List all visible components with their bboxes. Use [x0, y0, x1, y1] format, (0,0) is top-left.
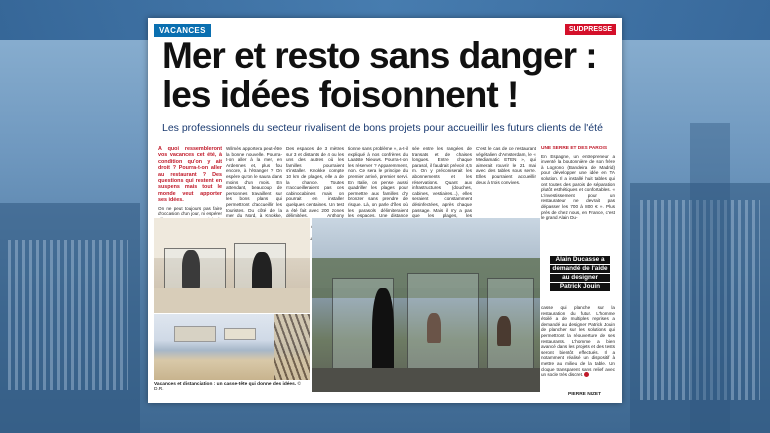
newspaper-page [148, 18, 622, 403]
article-paragraph [541, 305, 615, 378]
subheadline: Les professionnels du secteur rivalisent de bons projets pour accueillir les futurs clients de l'été [162, 122, 603, 134]
pull-quote-line: Patrick Jouin [550, 283, 610, 291]
headline [162, 36, 612, 114]
article-column-4 [348, 146, 408, 219]
article-column-2 [226, 146, 282, 219]
pull-quote [550, 256, 610, 292]
newspaper-logo: SUDPRESSE [565, 24, 616, 35]
article-column-8 [541, 305, 615, 393]
article-subheading: UNE SERRE ET DES PAROIS [541, 146, 608, 151]
article-column-3 [286, 146, 344, 219]
photo-beach-cabins [154, 314, 310, 380]
headline-line-1: Mer et resto sans danger : [162, 35, 597, 76]
caption-text: Vacances et distanciation : un casse-tête qui donne des idées. [154, 382, 297, 387]
background-windows [8, 240, 128, 390]
byline: PIERRE NIZET [568, 392, 602, 397]
photo-restaurant-partitions [154, 218, 310, 313]
background-tower [690, 123, 730, 433]
photo-greenhouse-dining [312, 218, 540, 392]
article-paragraph: Des espaces de 3 mètres sur 3 et distants de 4 ou les uns des autres où les familles pourraient s'installer. Knokke compte 10 km de plages, elle a de la chance. Toutes n'accueilleraient pas ces cabinocabines mais on pourrait en installer quelques centaines. Un test a été fait avec 200 zones délimitées. Anthony [286, 146, 344, 219]
end-of-article-icon [584, 372, 589, 377]
article-lead: A quoi ressembleront vos vacances cet été, à condition qu'on y ait droit ? Pourra-t-on aller au restaurant ? Des questions qui restent en suspens mais tout le monde veut apporter ses idées. [158, 146, 222, 204]
article-paragraph: C'est le cas de ce restaurant végétalien d'Amsterdam, le « Mediamatic ETEN », qui aimerait rouvrir le 21 mai avec des tables sous serre. Elles pourraient accueillir deux à trois convives. [476, 146, 536, 185]
article-paragraph: sée entre les rangées de transats et de chaises longues. Entre chaque parasol, il faudrait prévoir 4,5 m. On y préconiserait les abonnements et les réservations. Quant aux infrastructures (douches, cabines, vestiaires...), elles seraient constamment désinfectées, après chaque passage. Mais il n'y a pas que les plages, les [412, 146, 472, 219]
pull-quote-line: Alain Ducasse a [550, 256, 610, 264]
article-text: casse qui planche sur la restauration du futur. L'homme étoilé a de multiples reprises a demandé au designer Patrick Jouin de plancher sur les solutions qui permettront la réouverture de ses restaurants. L'homme a bien avancé dans les projets et des tests seront bientôt effectués. Il a notamment réalisé un dispositif à mettre au milieu de la table. Un cloque transparent sans relief avec un socle très discret. [541, 305, 615, 378]
section-label: VACANCES [154, 24, 211, 37]
pull-quote-line: demandé de l'aide [550, 265, 610, 273]
article-paragraph: tionne sans problème », a-t-il expliqué à nos confrères du Laatste Nieuws. Pourra-t-on les réserver ? Apparemment, non. Ce sera le principe du premier arrivé, premier servi. En Italie, on pense aussi quadriller les plages pour permettre aux familles d'y bronzer sans prendre de risque. Là, on parle d'îles où les parasols délimiteraient les espaces. Une distance [348, 146, 408, 219]
article-column-6 [476, 146, 536, 208]
photo-caption [154, 382, 310, 392]
pull-quote-line: au designer [550, 274, 610, 282]
caption-credit: © D.R. [154, 382, 301, 392]
article-paragraph: On ne peut toujours pas faire d'occasion d'un jour, ni espérer [158, 205, 222, 217]
article-paragraph: Wilmès apportera peut-être la bonne nouvelle. Pourra-t-on aller à la mer, en Ardennes et, plus fou encore, à l'étranger ? On espère qu'on le saura dans moins d'un mois. En attendant, beaucoup de personnes travaillent sur les bons plans qui permettront d'accueillir les touristes. Du côté de la mer du Nord, à Knokke, [226, 146, 282, 219]
article-paragraph: En Espagne, un entrepreneur a inventé la boutonnière de son frère à Logrono (Bandeira de Madrid) pour développer une idée en TA solution. Il a installé huit tables qui ont toutes des parois de séparation plutôt esthétiques et confortables. « L'investissement pour un restaurateur ne devrait pas dépasser les 700 à 800 € ». Plus près de chez nous, en France, c'est le grand Alain Du- [541, 153, 615, 221]
article-column-7 [541, 146, 615, 250]
article-column-1 [158, 146, 222, 217]
article-column-5 [412, 146, 472, 219]
headline-line-2: les idées foisonnent ! [162, 74, 519, 115]
